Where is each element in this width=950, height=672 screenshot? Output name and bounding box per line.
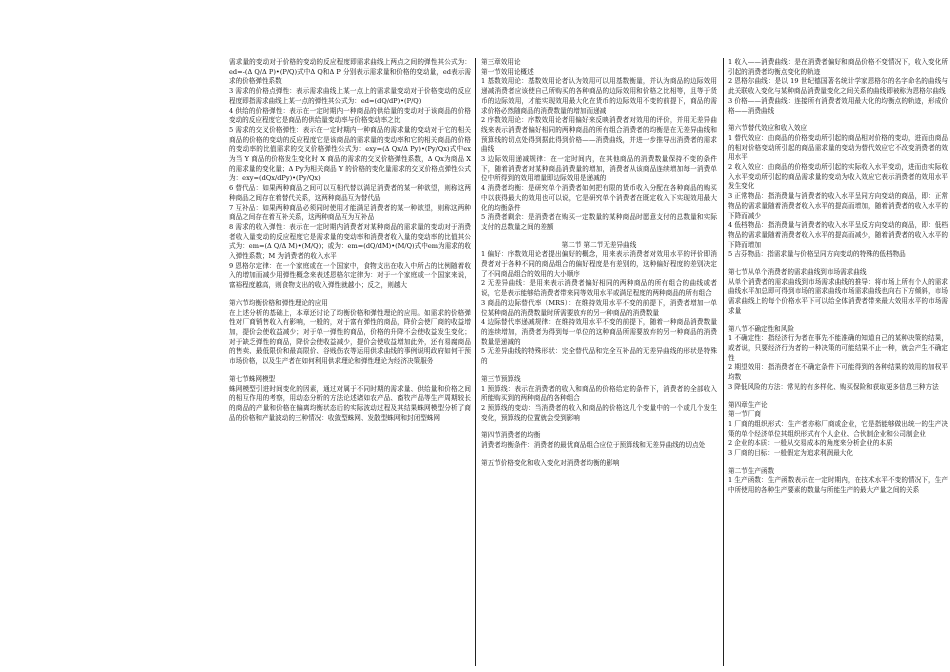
paragraph: 7 互补品：如果两种商品必须同时使用才能满足消费者的某一种欲望，则称这两种商品之间存在着互补关系，这两种商品互为互补品: [229, 203, 471, 222]
paragraph: 1 不确定性：指经济行为者在事先不能准确的知道自己的某种决策的结果，或者说，只要经济行为者的一种决策的可能结果不止一种，就会产生不确定性: [728, 334, 948, 362]
paragraph: 3 降低风险的方法：常见的有多样化、购买保险和获取更多信息三种方法: [728, 382, 939, 391]
paragraph: 5 需求的交叉价格弹性：表示在一定时期内一种商品的需求量的变动对于它的相关商品的价格的变动的反应程度它是该商品的需求量的变动率和它的相关商品的价格的变动率的比值需求的交叉价格弹性公式为：exy=(Δ Qx/Δ Py)•(Py/Qx)式中ex为当 Y 商品的价格发生变化时 X 商品的需求的交叉价格弹性系数，Δ Qx为商品 X 的需求量的变化量；Δ Py为相关商品 Y 的价格的变化量需求的交叉价格点弹性公式为：exy=(dQx/dPy)•(Py/Qx): [229, 125, 471, 183]
paragraph: 3 需求的价格点弹性：表示需求曲线上某一点上的需求量变动对于价格变动的反应程度即指需求曲线上某一点的弹性其公式为：ed=(dQ/dP)•(P/Q): [229, 87, 471, 105]
paragraph: 第四节消费者的均衡: [481, 431, 541, 440]
paragraph-spacer: [481, 367, 717, 375]
paragraph: 3 价格——消费曲线：连接所有消费者效用最大化的均衡点的轨迹，形成价格——消费曲线: [728, 96, 948, 115]
paragraph: 第二节生产函数: [728, 466, 775, 475]
paragraph: 3 厂商的目标：一般假定为追求利润最大化: [728, 449, 853, 458]
paragraph: 2 无差异曲线：是用来表示消费者偏好相同的两种商品的所有组合的曲线或者说，它是表示能够给消费者带来同等效用水平或满足程度的两种商品的所有组合: [481, 279, 717, 298]
paragraph: 第六节替代效应和收入效应: [728, 124, 808, 133]
paragraph: 消费者均衡条件：消费者的最优商品组合应位于预算线和无差异曲线的切点处: [481, 441, 706, 450]
paragraph: 2 序数效用论：序数效用论者用偏好来反映消费者对效用的评价，并用无差异曲线来表示消费者偏好相同的两种商品的所有组合消费者的均衡是在无差异曲线和预算线的切点处得到据此得到价格——消费曲线，并进一步推导出消费者的需求曲线: [481, 116, 717, 154]
paragraph: 5 无差异曲线的特殊形状：完全替代品和完全互补品的无差异曲线的形状是特殊的: [481, 347, 717, 366]
paragraph: 1 收入——消费曲线：是在消费者偏好和商品价格不变情况下，收入变化所引起的消费者均衡点变化的轨迹: [728, 58, 948, 76]
paragraph: 3 边际效用递减规律：在一定时间内，在其他商品的消费数量保持不变的条件下，随着消费者对某种商品消费量的增加，消费者从该商品连续增加每一消费单位中所得到的效用增量即边际效用是递减的: [481, 155, 717, 183]
paragraph: 蛛网模型引进时间变化的因素，通过对属于不同时期的需求量、供给量和价格之间的相互作用的考察，用动态分析的方法论述诸如农产品、畜牧产品等生产周期较长的商品的产量和价格在偏离均衡状态后的实际波动过程及其结果蛛网模型分析了商品的价格和产量波动的三种情况：收敛型蛛网、发散型蛛网和封闭型蛛网: [229, 384, 471, 422]
paragraph: 8 需求的收入弹性：表示在一定时期内消费者对某种商品的需求量的变动对于消费者收入量变动的反应程度它是需求量的变动率和消费者收入量的变动率的比值其公式为：em=(Δ Q/Δ M)•(M/Q)；或为：em=(dQ/dM)•(M/Q)式中em为需求的收入弹性系数；M 为消费者的收入水平: [229, 222, 471, 261]
paragraph: 4 供给的价格弹性：表示在一定时期内一种商品的供给量的变动对于该商品的价格变动的反应程度它是商品的供给量变动率与价格变动率之比: [229, 106, 471, 125]
paragraph: 需求量的变动对于价格的变动的反应程度即需求曲线上两点之间的弹性其公式为：ed=-(Δ Q/Δ P)•(P/Q)式中Δ Q和Δ P 分别表示需求量和价格的变动量，ed表示需求的价格弹性系数: [229, 58, 471, 86]
text-column-3: [723, 58, 948, 666]
paragraph: 第八节不确定性和风险: [728, 324, 794, 333]
paragraph: 1 生产函数：生产函数表示在一定时期内，在技术水平不变的情况下，生产中所使用的各种生产要素的数量与所能生产的最大产量之间的关系: [728, 476, 948, 495]
text-column-1: [229, 58, 471, 666]
paragraph: 1 替代效应：由商品的价格变动所引起的商品相对价格的变动，进而由商品的相对价格变动所引起的商品需求量的变动为替代效应它不改变消费者的效用水平: [728, 133, 948, 162]
paragraph: 第七节蛛网模型: [229, 374, 276, 383]
paragraph-spacer: [728, 260, 948, 268]
text-column-2: [475, 58, 717, 666]
paragraph: 2 期望效用：指消费者在不确定条件下可能得到的各种结果的效用的加权平均数: [728, 363, 948, 382]
paragraph: 2 预算线的变动：当消费者的收入和商品的价格这几个变量中的一个或几个发生变化，预算线的位置就会受到影响: [481, 403, 717, 422]
paragraph-spacer: [481, 233, 717, 241]
paragraph: 第七节从单个消费者的需求曲线到市场需求曲线: [728, 268, 867, 277]
paragraph: 5 吉芬物品：指需求量与价格呈同方向变动的特殊的低档物品: [728, 250, 906, 259]
paragraph: 1 预算线：表示在消费者的收入和商品的价格给定的条件下，消费者的全部收入所能购买到的两种商品的各种组合: [481, 384, 717, 403]
paragraph: 3 正常物品：指消费量与消费者的收入水平呈同方向变动的商品，即：正常物品的需求量随着消费者收入水平的提高而增加，随着消费者的收入水平的下降而减少: [728, 192, 948, 220]
paragraph: 2 收入效应：由商品的价格变动所引起的实际收入水平变动，进而由实际收入水平变动所引起的商品需求量的变动为收入效应它表示消费者的效用水平发生变化: [728, 163, 948, 191]
paragraph-spacer: [728, 393, 948, 401]
paragraph: 第五节价格变化和收入变化对消费者均衡的影响: [481, 458, 620, 467]
paragraph: 5 消费者剩余：是消费者在购买一定数量的某种商品时愿意支付的总数量和实际支付的总数量之间的差额: [481, 213, 717, 231]
paragraph-spacer: [481, 451, 717, 459]
paragraph: 第三章效用论: [481, 58, 521, 66]
paragraph-spacer: [229, 291, 471, 299]
paragraph: 从单个消费者的需求曲线到市场需求曲线的推导：将市场上所有个人的需求曲线水平加总即可得到市场的需求曲线市场需求曲线也向右下方倾斜，市场需求曲线上的每个价格水平下可以给全体消费者带来最大效用水平的市场需求量: [728, 277, 948, 315]
paragraph: 3 商品的边际替代率（MRS）：在维持效用水平不变的前提下，消费者增加一单位某种商品的消费数量时所需要放弃的另一种商品的消费数量: [481, 298, 717, 317]
paragraph: 4 边际替代率递减规律：在维持效用水平不变的前提下，随着一种商品消费数量的连续增加，消费者为得到每一单位的这种商品所需要放弃的另一种商品的消费数量是递减的: [481, 318, 717, 346]
paragraph: 2 企业的本质：一般从交易成本的角度来分析企业的本质: [728, 439, 893, 448]
paragraph: 1 偏好：序数效用论者提出偏好的概念，用来表示消费者对效用水平的评价即消费者对于各种不同的商品组合的偏好程度是有差别的，这种偏好程度的差别决定了不同商品组合的效用的大小顺序: [481, 250, 717, 278]
paragraph: 第六节均衡价格和弹性理论的应用: [229, 298, 328, 307]
paragraph: 第一节厂商: [728, 410, 761, 419]
paragraph: 第四章生产论: [728, 400, 768, 409]
paragraph-spacer: [728, 317, 948, 325]
paragraph-spacer: [728, 459, 948, 467]
paragraph: 9 恩格尔定律：在一个家庭或在一个国家中，食物支出在收入中所占的比例随着收入的增加而减少用弹性概念来表述恩格尔定律为：对于一个家庭或一个国家来说，富裕程度越高，则食物支出的收入弹性就越小；反之，则越大: [229, 261, 471, 290]
paragraph: 4 低档物品：指消费量与消费者的收入水平呈反方向变动的商品，即：低档物品的需求量随着消费者收入水平的提高而减少，随着消费者的收入水平的下降而增加: [728, 221, 948, 249]
paragraph: 6 替代品：如果两种商品之间可以互相代替以满足消费者的某一种欲望，则称这两种商品之间存在着替代关系，这两种商品互为替代品: [229, 184, 471, 202]
paragraph: 第一节效用论概述: [481, 67, 534, 76]
paragraph: 第三节预算线: [481, 374, 521, 383]
paragraph: 4 消费者均衡：是研究单个消费者如何把有限的货币收入分配在各种商品的购买中以获得最大的效用也可以说，它是研究单个消费者在既定收入下实现效用最大化的均衡条件: [481, 184, 717, 212]
paragraph: 第二节 第二节无差异曲线: [561, 240, 637, 249]
paragraph: 1 厂商的组织形式：生产者亦称厂商或企业，它是指能够做出统一的生产决策的单个经济单位其组织形式有个人企业、合伙制企业和公司制企业: [728, 419, 948, 438]
paragraph-spacer: [229, 367, 471, 375]
paragraph: 1 基数效用论：基数效用论者认为效用可以用基数衡量，并认为商品的边际效用递减消费者应该使自己所购买的各种商品的边际效用和价格之比相等，且等于货币的边际效用，才能实现效用最大化在货币的边际效用不变的前提下，商品的需求价格必然随商品的消费数量的增加而递减: [481, 77, 717, 115]
paragraph: 在上述分析的基础上，本章还讨论了均衡价格和弹性理论的应用。如需求的价格弹性对厂商销售收入有影响，一般的，对于富有弹性的商品，降价会使厂商的收益增加，提价会使收益减少；对于单一弹性的商品，价格的升降不会使收益发生变化；对于缺乏弹性的商品，降价会使收益减少，提价会使收益增加此外，还有易腐商品的售卖、最低限价和最高限价、谷贱伤农等运用供求曲线的事例说明政府如何干预市场价格，以及生产者在如何利用供求理论和弹性理论为经济决策服务: [229, 308, 471, 366]
paragraph: 2 恩格尔曲线：是以 19 世纪德国著名统计学家恩格尔的名字命名的曲线与此关联收入变化与某种商品消费量变化之间关系的曲线即被称为恩格尔曲线: [728, 77, 948, 96]
